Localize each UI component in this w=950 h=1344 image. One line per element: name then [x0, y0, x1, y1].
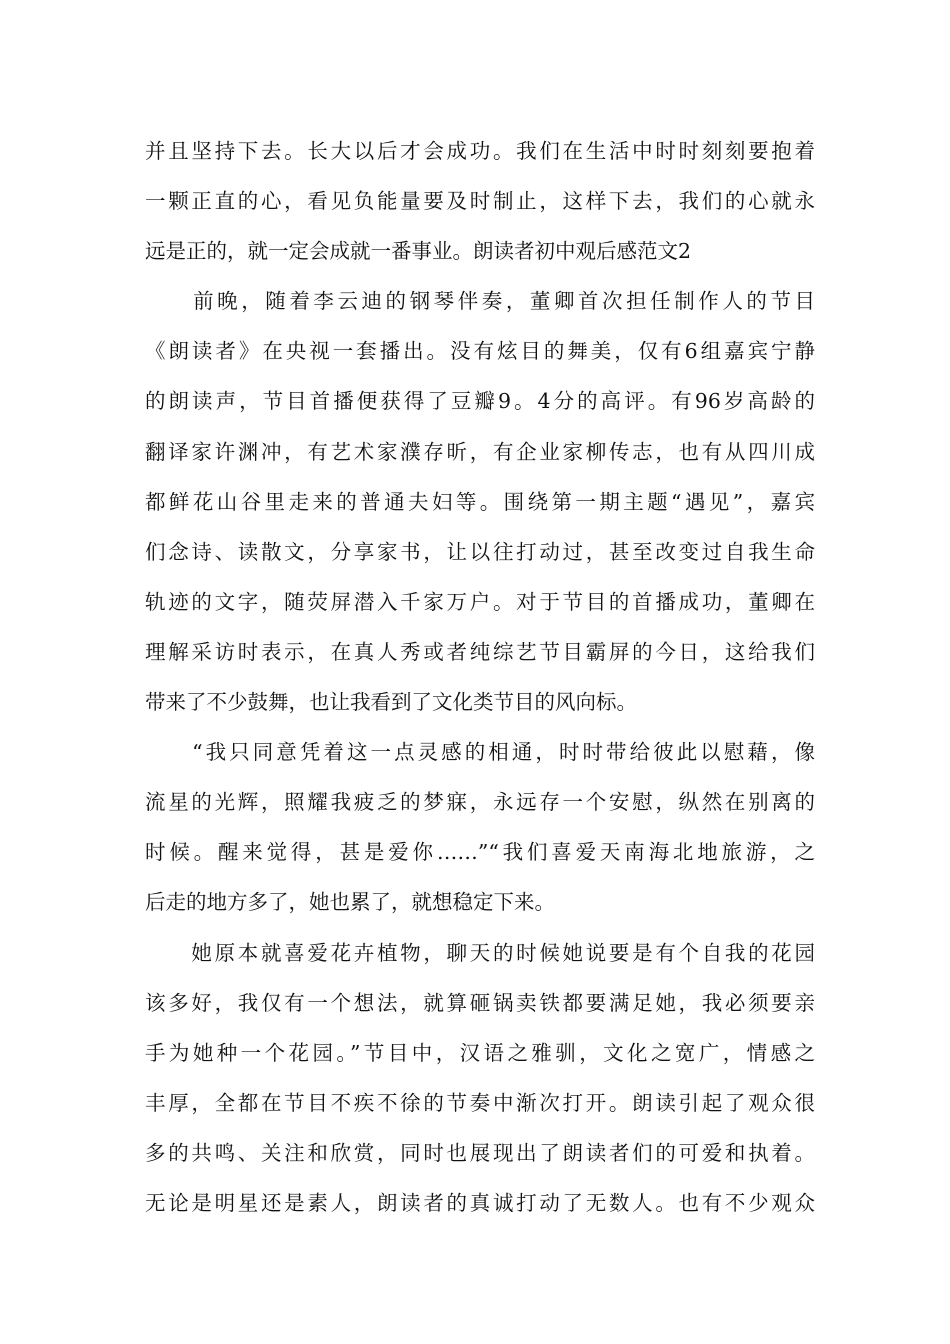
text-line: 前晚，随着李云迪的钢琴伴奏，董卿首次担任制作人的节目 [145, 289, 815, 314]
body-text [145, 126, 815, 1228]
text-line: 多的共鸣、关注和欣赏，同时也展现出了朗读者们的可爱和执着。 [145, 1140, 815, 1165]
text-line: 无论是明星还是素人，朗读者的真诚打动了无数人。也有不少观众 [145, 1190, 815, 1215]
text-line: 后走的地方多了，她也累了，就想稳定下来。 [145, 890, 555, 915]
text-line: 翻译家许渊冲，有艺术家濮存昕，有企业家柳传志，也有从四川成 [145, 439, 815, 464]
text-line: 丰厚，全都在节目不疾不徐的节奏中渐次打开。朗读引起了观众很 [145, 1090, 815, 1115]
text-line: 手为她种一个花园。”节目中，汉语之雅驯，文化之宽广，情感之 [145, 1040, 815, 1065]
text-line: 流星的光辉，照耀我疲乏的梦寐，永远存一个安慰，纵然在别离的 [145, 790, 815, 815]
text-line: 们念诗、读散文，分享家书，让以往打动过，甚至改变过自我生命 [145, 539, 815, 564]
text-line: 轨迹的文字，随荧屏潜入千家万户。对于节目的首播成功，董卿在 [145, 589, 815, 614]
text-line: 并且坚持下去。长大以后才会成功。我们在生活中时时刻刻要抱着 [145, 139, 815, 163]
text-line: 理解采访时表示，在真人秀或者纯综艺节目霸屏的今日，这给我们 [145, 639, 815, 664]
text-line: 都鲜花山谷里走来的普通夫妇等。围绕第一期主题“遇见”，嘉宾 [145, 489, 815, 514]
text-line: 带来了不少鼓舞，也让我看到了文化类节目的风向标。 [145, 690, 637, 715]
text-line: 该多好，我仅有一个想法，就算砸锅卖铁都要满足她，我必须要亲 [145, 990, 815, 1015]
text-line: 《朗读者》在央视一套播出。没有炫目的舞美，仅有6组嘉宾宁静 [145, 339, 815, 364]
text-line: 她原本就喜爱花卉植物，聊天的时候她说要是有个自我的花园 [145, 940, 815, 965]
text-line: 时候。醒来觉得，甚是爱你……”“我们喜爱天南海北地旅游，之 [145, 840, 815, 865]
text-line: 一颗正直的心，看见负能量要及时制止，这样下去，我们的心就永 [145, 189, 815, 214]
text-line: 的朗读声，节目首播便获得了豆瓣9。4分的高评。有96岁高龄的 [145, 389, 815, 414]
text-line: “我只同意凭着这一点灵感的相通，时时带给彼此以慰藉，像 [145, 740, 815, 765]
text-line: 远是正的，就一定会成就一番事业。朗读者初中观后感范文2 [145, 239, 692, 264]
